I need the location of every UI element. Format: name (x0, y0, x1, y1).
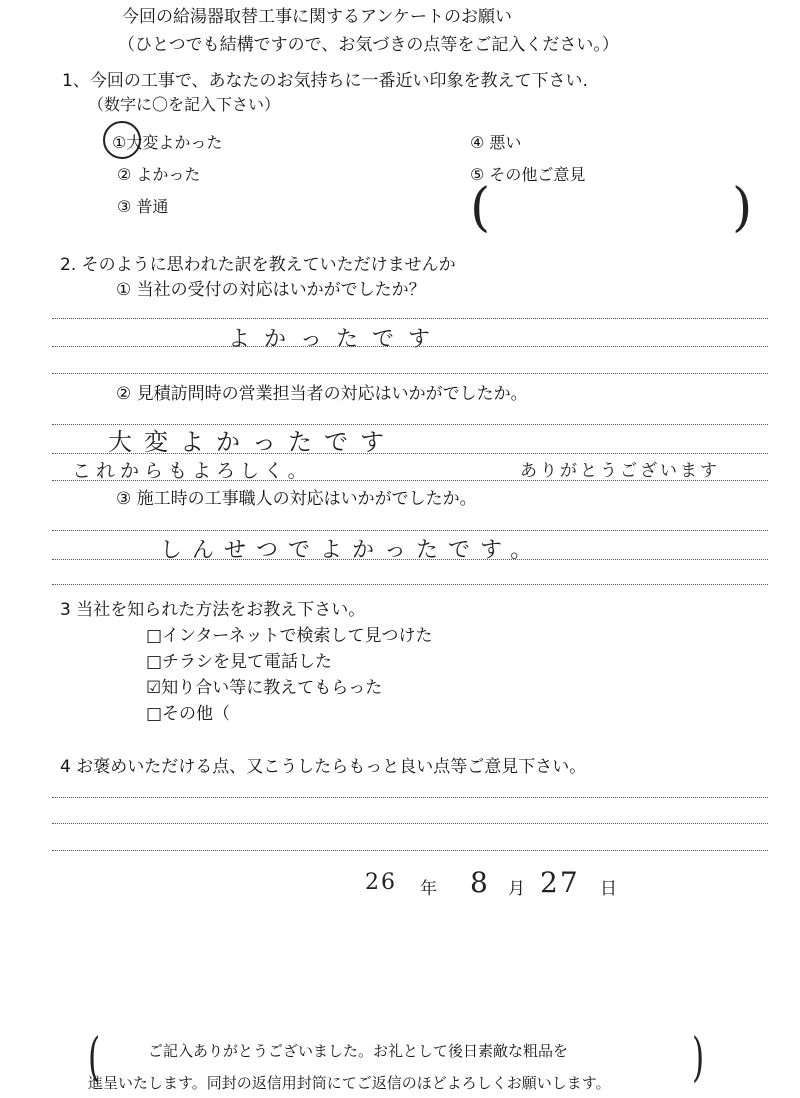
q2-question: 2. そのように思われた訳を教えていただけませんか (60, 255, 456, 275)
date-month[interactable]: 8 (470, 866, 490, 899)
answer-line (52, 584, 768, 585)
q1-instruction: （数字に〇を記入下さい） (88, 95, 281, 114)
q2-answer-2b[interactable]: これからもよろしく。 (72, 460, 312, 482)
form-title: 今回の給湯器取替工事に関するアンケートのお願い (122, 7, 512, 27)
date-year-unit: 年 (420, 879, 437, 899)
footer-close-paren: ) (692, 1028, 705, 1088)
answer-line (52, 453, 768, 454)
answer-line (52, 797, 768, 798)
q1-option-1[interactable]: ①大変よかった (112, 133, 223, 152)
footer-open-paren: ( (88, 1028, 101, 1088)
q2-answer-1[interactable]: よかったです (228, 327, 445, 352)
q2-sub1: ① 当社の受付の対応はいかがでしたか？ (116, 280, 426, 300)
q2-sub3: ③ 施工時の工事職人の対応はいかがでしたか。 (116, 489, 477, 509)
answer-line (52, 318, 768, 319)
q1-option-2[interactable]: ② よかった (117, 165, 201, 184)
q1-open-paren: ( (470, 178, 491, 238)
form-subtitle: （ひとつでも結構ですので、お気づきの点等をご記入ください。） (118, 35, 619, 55)
q1-question: 1、今回の工事で、あなたのお気持ちに一番近い印象を教えて下さい. (62, 71, 588, 91)
answer-line (52, 559, 768, 560)
q3-option-internet[interactable]: □インターネットで検索して見つけた (146, 626, 433, 646)
q3-option-flyer[interactable]: □チラシを見て電話した (146, 652, 333, 672)
date-year[interactable]: 26 (365, 870, 397, 895)
date-day-unit: 日 (600, 879, 617, 899)
q2-sub2: ② 見積訪問時の営業担当者の対応はいかがでしたか。 (116, 384, 528, 404)
date-day[interactable]: 27 (540, 866, 580, 899)
q1-option-4[interactable]: ④ 悪い (470, 133, 522, 152)
q3-option-other[interactable]: □その他（ (146, 704, 231, 724)
answer-line (52, 823, 768, 824)
q2-answer-2c[interactable]: ありがとうございます (520, 461, 720, 481)
answer-line (52, 373, 768, 374)
q1-option-3[interactable]: ③ 普通 (117, 197, 169, 216)
q1-option-5[interactable]: ⑤ その他ご意見 (470, 165, 586, 184)
answer-line (52, 480, 768, 481)
q3-option-acquaintance[interactable]: ☑知り合い等に教えてもらった (146, 678, 383, 698)
q2-answer-2a[interactable]: 大変よかったです (108, 428, 396, 456)
answer-line (52, 346, 768, 347)
date-month-unit: 月 (508, 879, 525, 899)
q1-close-paren: ) (732, 178, 753, 238)
answer-line (52, 850, 768, 851)
footer-line-2: 進呈いたします。同封の返信用封筒にてご返信のほどよろしくお願いします。 (88, 1074, 611, 1092)
footer-line-1: ご記入ありがとうございました。お礼として後日素敵な粗品を (148, 1042, 569, 1060)
q2-answer-3[interactable]: しんせつでよかったです。 (160, 538, 543, 563)
q4-question: 4 お褒めいただける点、又こうしたらもっと良い点等ご意見下さい。 (60, 757, 587, 777)
q3-question: 3 当社を知られた方法をお教え下さい。 (60, 600, 366, 620)
answer-line (52, 530, 768, 531)
